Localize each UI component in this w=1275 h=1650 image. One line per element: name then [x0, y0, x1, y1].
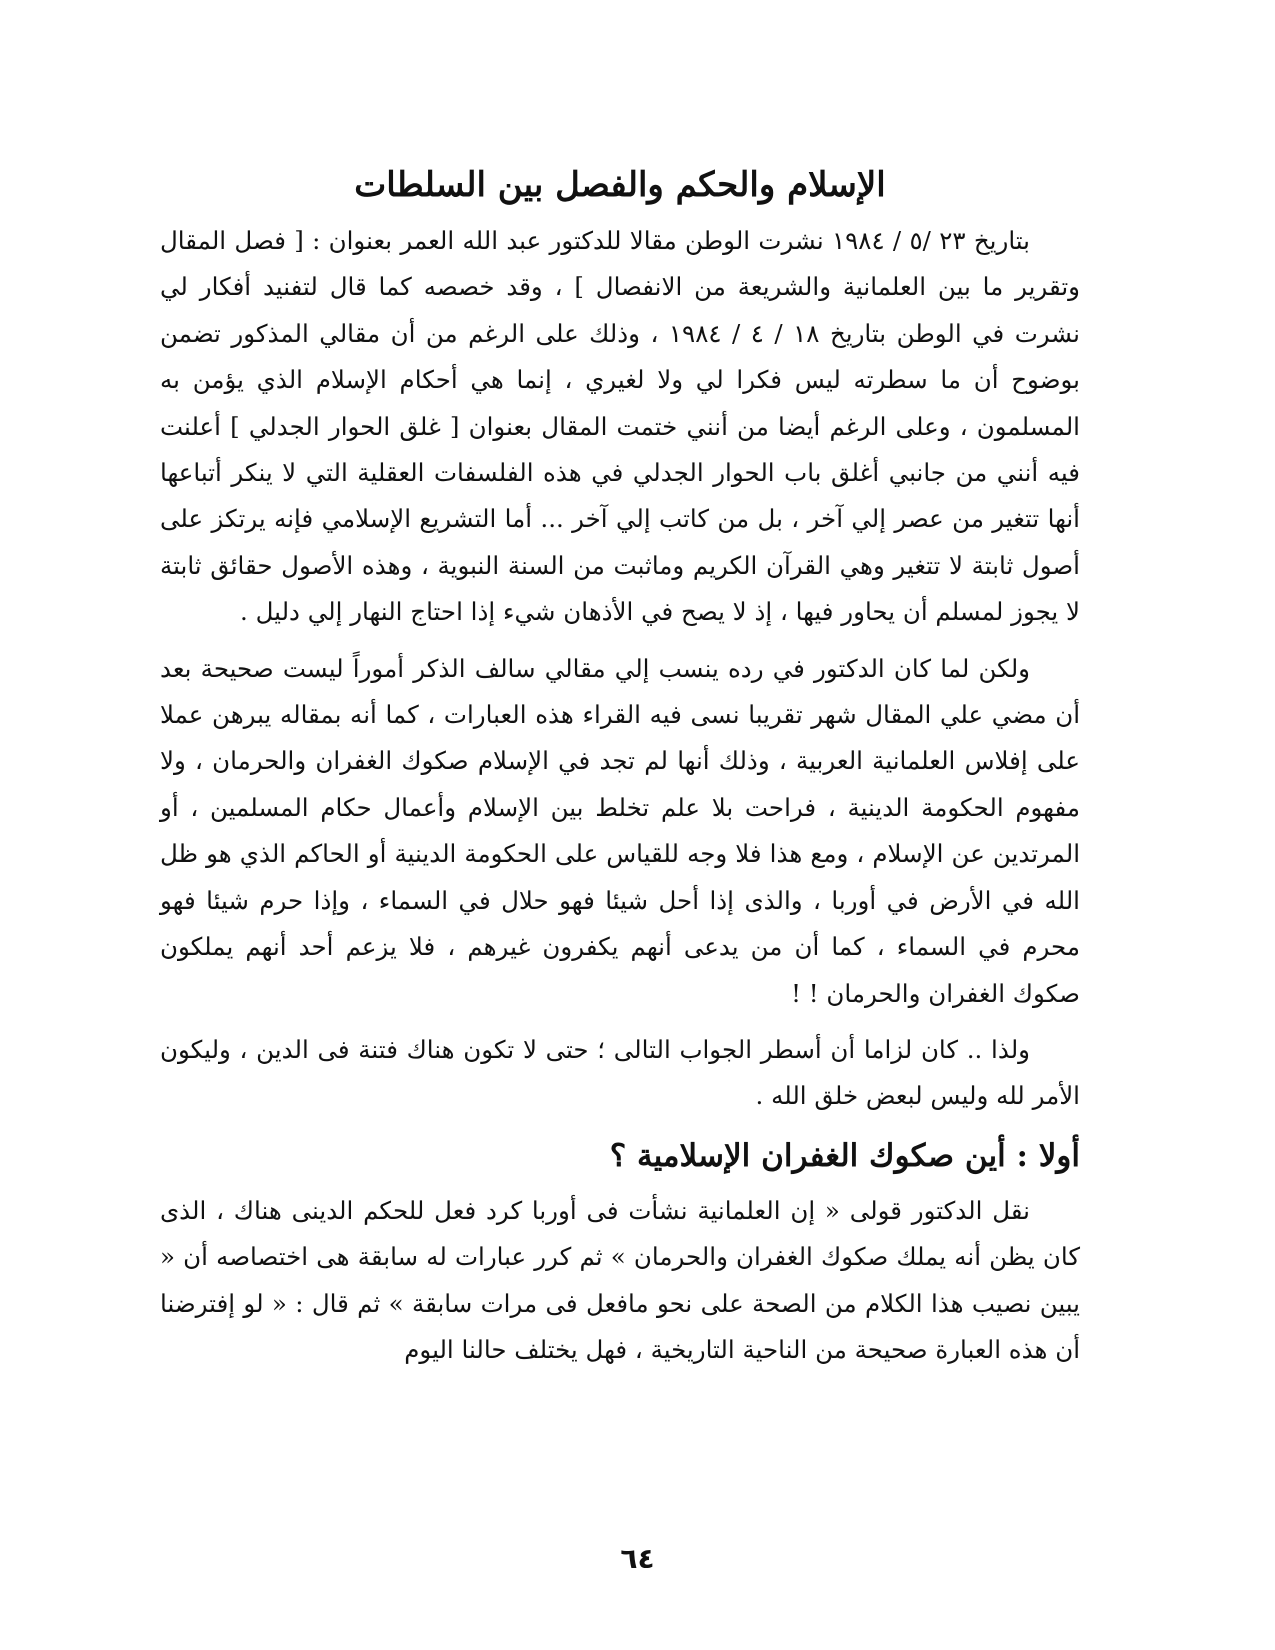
paragraph-3: ولذا .. كان لزاما أن أسطر الجواب التالى ؛ حتى لا تكون هناك فتنة فى الدين ، وليكون الأمر لله وليس لبعض خلق الله . [160, 1034, 1080, 1111]
paragraph-2: ولكن لما كان الدكتور في رده ينسب إلي مقالي سالف الذكر أموراً ليست صحيحة بعد أن مضي علي المقال شهر تقريبا نسى فيه القراء هذه العبارات ، كما أنه بمقاله يبرهن عملا على إفلاس العلمانية العربية ، وذلك أنها لم تجد في الإسلام صكوك الغفران والحرمان ، ولا مفهوم الحكومة الدينية ، فراحت بلا علم تخلط بين الإسلام وأعمال حكام المسلمين ، أو المرتدين عن الإسلام ، ومع هذا فلا وجه للقياس على الحكومة الدينية أو الحاكم الذي هو ظل الله في الأرض في أوربا ، والذى إذا أحل شيئا فهو حلال في السماء ، وإذا حرم شيئا فهو محرم في السماء ، كما أن من يدعى أنهم يكفرون غيرهم ، فلا يزعم أحد أنهم يملكون صكوك الغفران والحرمان ! ! [160, 653, 1080, 1008]
paragraph-1: بتاريخ ٢٣ /٥ / ١٩٨٤ نشرت الوطن مقالا للدكتور عبد الله العمر بعنوان : [ فصل المقال وتقرير ما بين العلمانية والشريعة من الانفصال ] ، وقد خصصه كما قال لتفنيد أفكار لي نشرت في الوطن بتاريخ ١٨ / ٤ / ١٩٨٤ ، وذلك على الرغم من أن مقالي المذكور تضمن بوضوح أن ما سطرته ليس فكرا لي ولا لغيري ، إنما هي أحكام الإسلام الذي يؤمن به المسلمون ، وعلى الرغم أيضا من أنني ختمت المقال بعنوان [ غلق الحوار الجدلي ] أعلنت فيه أنني من جانبي أغلق باب الحوار الجدلي في هذه الفلسفات العقلية التي لا ينكر أتباعها أنها تتغير من عصر إلي آخر ، بل من كاتب إلي آخر ... أما التشريع الإسلامي فإنه يرتكز على أصول ثابتة لا تتغير وهي القرآن الكريم وماثبت من السنة النبوية ، وهذه الأصول حقائق ثابتة لا يجوز لمسلم أن يحاور فيها ، إذ لا يصح في الأذهان شيء إذا احتاج النهار إلي دليل . [160, 226, 1080, 627]
section-paragraph-1: نقل الدكتور قولى « إن العلمانية نشأت فى أوربا كرد فعل للحكم الدينى هناك ، الذى كان يظن أنه يملك صكوك الغفران والحرمان » ثم كرر عبارات له سابقة هى اختصاصه أن « يبين نصيب هذا الكلام من الصحة على نحو مافعل فى مرات سابقة » ثم قال : « لو إفترضنا أن هذه العبارة صحيحة من الناحية التاريخية ، فهل يختلف حالنا اليوم [160, 1195, 1080, 1364]
section-heading: أولا : أين صكوك الغفران الإسلامية ؟ [609, 1137, 1080, 1174]
page-number: ٦٤ [620, 1542, 655, 1575]
page-title: الإسلام والحكم والفصل بين السلطات [354, 165, 886, 205]
document-page [160, 150, 1080, 1383]
